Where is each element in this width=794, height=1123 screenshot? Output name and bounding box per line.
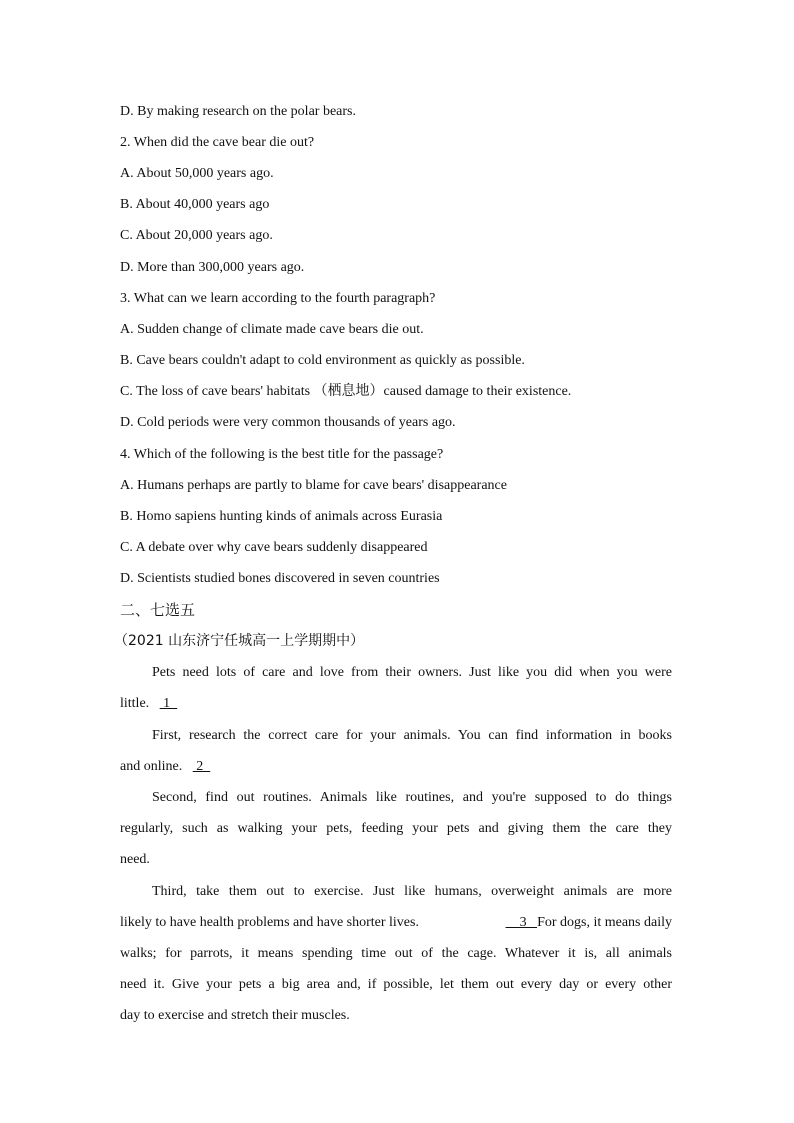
passage-line: need. [120,852,150,867]
passage-line: walks; for parrots, it means spending time out of the cage. Whatever it is, all animals [120,946,672,961]
option-line: A. About 50,000 years ago. [120,166,274,181]
question-line: 3. What can we learn according to the fourth paragraph? [120,291,436,306]
passage-line [120,914,672,932]
question-line: 2. When did the cave bear die out? [120,135,315,150]
question-line: 4. Which of the following is the best title for the passage? [120,447,444,462]
option-line: C. A debate over why cave bears suddenly disappeared [120,540,428,555]
blank-2: 2 [192,759,211,774]
passage-line: Second, find out routines. Animals like routines, and you're supposed to do things [152,790,672,805]
passage-text: likely to have health problems and have shorter lives. [120,915,419,930]
option-line: C. About 20,000 years ago. [120,228,273,243]
option-line: D. By making research on the polar bears. [120,104,356,119]
passage-line: need it. Give your pets a big area and, if possible, let them out every day or every other [120,977,672,992]
passage-line: Pets need lots of care and love from their owners. Just like you did when you were [152,665,672,680]
passage-line: First, research the correct care for your animals. You can find information in books [152,728,672,743]
option-line: D. Scientists studied bones discovered in seven countries [120,571,440,586]
passage-line: regularly, such as walking your pets, feeding your pets and giving them the care they [120,821,672,836]
option-line: A. Sudden change of climate made cave bears die out. [120,322,424,337]
option-line: C. The loss of cave bears' habitats （栖息地）caused damage to their existence. [120,384,572,399]
passage-line: day to exercise and stretch their muscles. [120,1008,350,1023]
option-line: A. Humans perhaps are partly to blame for cave bears' disappearance [120,478,507,493]
passage-line: Third, take them out to exercise. Just like humans, overweight animals are more [152,884,672,899]
option-line: D. More than 300,000 years ago. [120,260,305,275]
blank-3: 3 [505,915,538,930]
option-line: B. Homo sapiens hunting kinds of animals across Eurasia [120,509,443,524]
passage-text: For dogs, it means daily [537,915,672,930]
passage-text: little. [120,696,150,711]
option-line: B. Cave bears couldn't adapt to cold environment as quickly as possible. [120,353,525,368]
section-heading: 二、七选五 [120,601,196,619]
blank-1: 1 [159,696,178,711]
passage-line [120,695,672,713]
option-line: D. Cold periods were very common thousands of years ago. [120,415,456,430]
passage-text: and online. [120,759,183,774]
option-line: B. About 40,000 years ago [120,197,270,212]
section-source: （2021 山东济宁任城高一上学期期中） [114,633,365,649]
passage-line [120,758,672,776]
